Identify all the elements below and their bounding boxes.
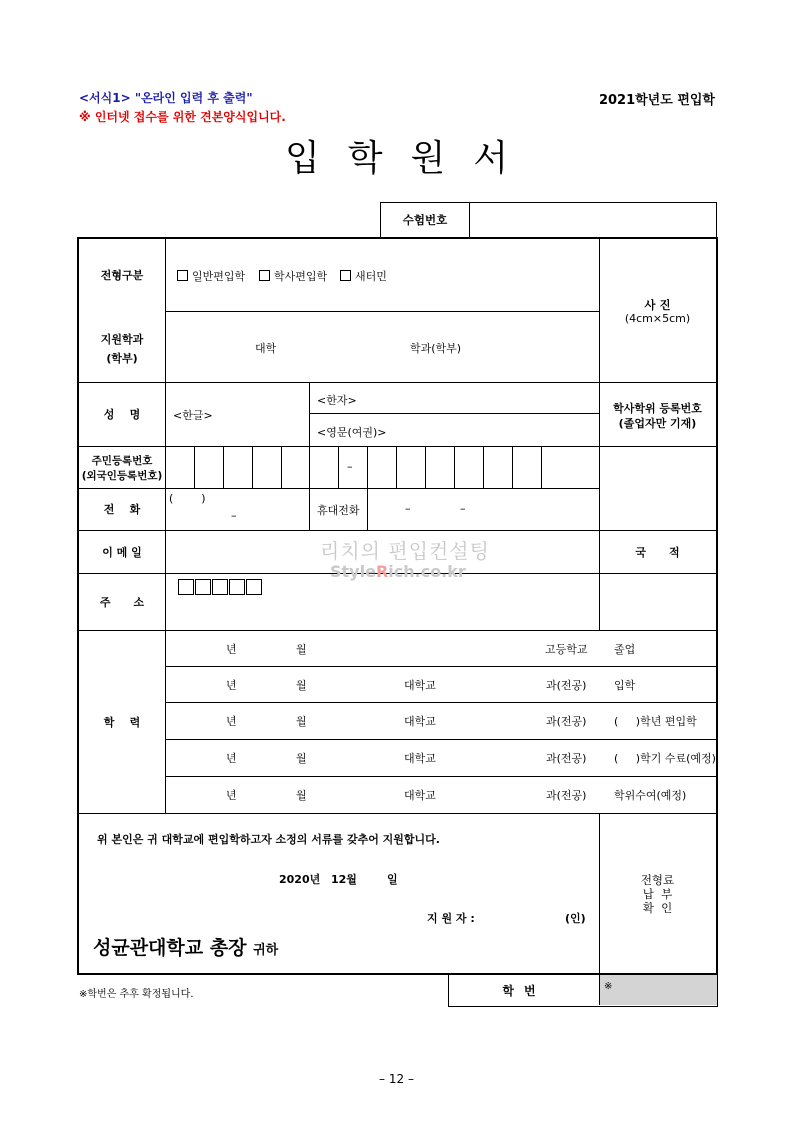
checkbox-icon[interactable] xyxy=(259,270,270,281)
admission-type-label: 전형구분 xyxy=(100,269,144,282)
application-form: 전형구분 일반편입학 학사편입학 새터민 사 진 (4cm×5cm) 지원학과 (학부) 대학 학과(학부) 성 명 <한글> <한자> <영문(여권)> 학사학위 등록번호 (졸업자만 기재) 주민등록번호 (외국인등록번호) – 전 화 ( ) – 휴대전화 – – 이 메 일 국 적 주 소 학 력 년 월 고등학교 졸업 년 월 대학교 과(전공) 입학 년 월 대학교 과(전공) ( )학년 편입학 년 월 대학교 과(전공) ( )학기 수료(예정) 년 월 대학교 과(전공) 학위수여(예정) 위 본인은 귀 대학교에 편입학하고자 소정의 서류를 갖추어 지원합니다. 2020년 12월 일 지 원 자 : (인) 성균관대학교 총장 귀하 전형료 납 부 확 인 xyxy=(77,237,718,975)
address-label: 주 소 xyxy=(99,595,145,609)
applicant-label: 지 원 자 : xyxy=(427,912,475,925)
watermark: 리치의 편입컨설팅 xyxy=(320,539,490,563)
exam-number-box xyxy=(380,202,717,238)
degree-reg-label: 학사학위 등록번호 xyxy=(613,402,702,415)
name-label: 성 명 xyxy=(103,408,141,421)
resident-label: 주민등록번호 xyxy=(91,455,153,467)
page-number: – 12 – xyxy=(379,1072,414,1086)
email-label: 이 메 일 xyxy=(102,545,142,559)
option-general[interactable]: 일반편입학 xyxy=(177,268,245,284)
department-field[interactable]: 학과(학부) xyxy=(410,342,462,355)
photo-label: 사 진 xyxy=(644,298,671,312)
name-english-field[interactable]: <영문(여권)> xyxy=(317,426,387,439)
mobile-dash-1: – xyxy=(405,502,411,515)
photo-size: (4cm×5cm) xyxy=(624,312,691,325)
fee-line-1: 전형료 xyxy=(640,873,675,887)
page-title: 입학원서 xyxy=(284,138,537,179)
fee-line-3: 확 인 xyxy=(642,901,673,915)
exam-number-label: 수험번호 xyxy=(381,203,470,237)
form-label: <서식1> "온라인 입력 후 출력" xyxy=(79,91,253,105)
student-number-label: 학번 xyxy=(449,975,600,1005)
resident-label-sub: (외국인등록번호) xyxy=(81,470,163,482)
department-label-sub: (학부) xyxy=(106,352,138,365)
mobile-label: 휴대전화 xyxy=(317,504,360,517)
seal-mark: (인) xyxy=(565,912,586,925)
fee-line-2: 납 부 xyxy=(642,887,673,901)
phone-dash: – xyxy=(231,509,237,522)
student-number-mark: ※ xyxy=(600,975,717,1005)
student-number-box xyxy=(448,975,718,1007)
checkbox-icon[interactable] xyxy=(177,270,188,281)
university-field[interactable]: 대학 xyxy=(255,342,277,355)
year-label: 2021학년도 편입학 xyxy=(598,93,715,108)
option-defector[interactable]: 새터민 xyxy=(340,268,387,284)
declaration-day: 일 xyxy=(387,873,398,886)
phone-label: 전 화 xyxy=(103,503,141,516)
declaration-month: 12월 xyxy=(331,873,357,886)
zipcode-boxes[interactable] xyxy=(178,579,263,598)
name-hanja-field[interactable]: <한자> xyxy=(317,394,357,407)
watermark-url: StyleRich.co.kr xyxy=(330,562,466,581)
notice-text: ※ 인터넷 접수를 위한 견본양식입니다. xyxy=(79,110,286,124)
department-label: 지원학과 xyxy=(100,333,144,346)
declaration-year: 2020년 xyxy=(279,873,321,886)
checkbox-icon[interactable] xyxy=(340,270,351,281)
declaration-text: 위 본인은 귀 대학교에 편입학하고자 소정의 서류를 갖추어 지원합니다. xyxy=(97,833,440,846)
nationality-label: 국 적 xyxy=(635,545,680,559)
recipient: 성균관대학교 총장 귀하 xyxy=(93,937,279,959)
phone-area-field[interactable]: ( ) xyxy=(169,492,206,505)
option-bachelor[interactable]: 학사편입학 xyxy=(259,268,327,284)
name-korean-field[interactable]: <한글> xyxy=(173,409,213,422)
resident-dash: – xyxy=(347,460,353,473)
mobile-dash-2: – xyxy=(460,502,466,515)
education-label: 학 력 xyxy=(103,715,141,729)
footer-note: ※학번은 추후 확정됩니다. xyxy=(79,989,194,1000)
degree-reg-note: (졸업자만 기재) xyxy=(618,417,697,430)
